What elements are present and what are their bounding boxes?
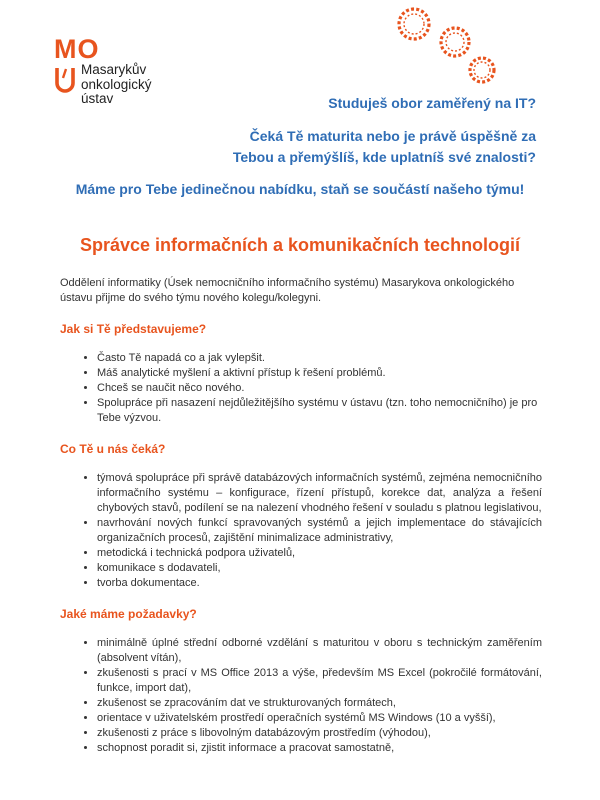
decorative-circles-graphic <box>380 4 530 94</box>
list-item: • komunikace s dodavateli, <box>97 561 542 576</box>
logo-mark: MO <box>54 34 100 64</box>
list-item: • Chceš se naučit něco nového. <box>97 381 542 396</box>
profile-list <box>60 351 542 426</box>
list-item: • tvorba dokumentace. <box>97 576 542 591</box>
list-item: • zkušenost se zpracováním dat ve strukturovaných formátech, <box>97 696 542 711</box>
intro-question-2-line-1: Čeká Tě maturita nebo je právě úspěšně za <box>249 128 536 144</box>
list-item: • schopnost poradit si, zjistit informace a pracovat samostatně, <box>97 741 542 756</box>
list-item: • minimálně úplné střední odborné vzdělání s maturitou v oboru s technickým zaměřením (absolvent vítán), <box>97 636 542 666</box>
lead-paragraph: Oddělení informatiky (Úsek nemocničního informačního systému) Masarykova onkologického ústavu přijme do svého týmu nového kolegu/kolegyni. <box>60 277 515 304</box>
list-item: • metodická i technická podpora uživatelů, <box>97 546 542 561</box>
list-item: • zkušenosti z práce s libovolným databázovým prostředím (výhodou), <box>97 726 542 741</box>
list-item: • zkušenosti s prací v MS Office 2013 a výše, především MS Excel (pokročilé formátování, funkce, import dat), <box>97 666 542 696</box>
logo-name-line-2: onkologický <box>81 76 152 92</box>
section-heading-requirements: Jaké máme požadavky? <box>60 607 197 621</box>
requirements-list <box>60 636 542 756</box>
list-item: • Často Tě napadá co a jak vylepšit. <box>97 351 542 366</box>
job-description <box>60 276 542 756</box>
list-item: • navrhování nových funkcí spravovaných systémů a jejich implementace do stávajících organizačních procesů, zajištění minimalizace administrativy, <box>97 516 542 546</box>
intro-question-2 <box>56 126 536 168</box>
job-title: Správce informačních a komunikačních technologií <box>79 235 521 255</box>
list-item: • Spolupráce při nasazení nejdůležitějšího systému v ústavu (tzn. toho nemocničního) je pro Tebe výzvou. <box>97 396 542 426</box>
intro-question-1: Studuješ obor zaměřený na IT? <box>328 95 536 111</box>
logo-name-line-3: ústav <box>81 91 114 106</box>
list-item: • týmová spolupráce při správě databázových informačních systémů, zejména nemocničního informačního systému – konfigurace, řízení přístupů, korekce dat, analýza a řešení chybových stavů, podílení se na nalezení vhodného řešení v souladu s platnou legislativou, <box>97 471 542 516</box>
section-heading-duties: Co Tě u nás čeká? <box>60 442 166 456</box>
logo-name-line-1: Masarykův <box>81 62 147 77</box>
duties-list <box>60 471 542 591</box>
section-heading-profile: Jak si Tě představujeme? <box>60 322 207 336</box>
intro-block <box>56 91 536 168</box>
intro-question-2-line-2: Tebou a přemýšlíš, kde uplatníš své znalosti? <box>232 149 536 165</box>
intro-offer: Máme pro Tebe jedinečnou nabídku, staň se součástí našeho týmu! <box>75 181 525 197</box>
list-item: • Máš analytické myšlení a aktivní přístup k řešení problémů. <box>97 366 542 381</box>
logo-u-icon <box>54 66 76 96</box>
list-item: • orientace v uživatelském prostředí operačních systémů MS Windows (10 a vyšší), <box>97 711 542 726</box>
